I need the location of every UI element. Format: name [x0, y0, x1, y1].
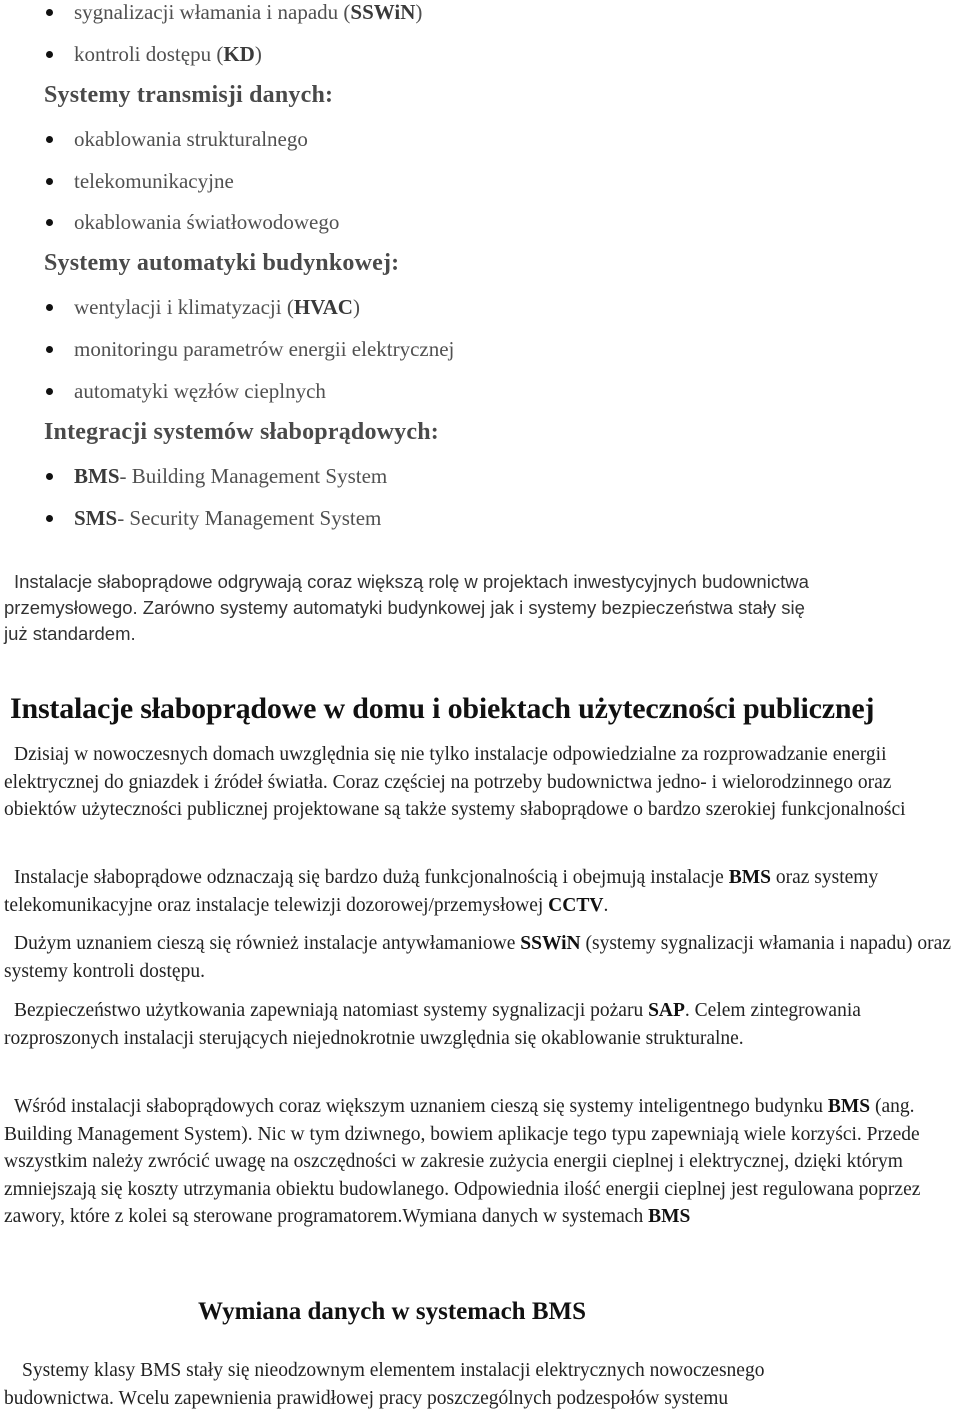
bullet-icon: [46, 304, 53, 311]
list-item: sygnalizacji włamania i napadu ( SSWiN ): [40, 0, 422, 27]
section-heading-integration: Integracji systemów słaboprądowych:: [44, 419, 439, 445]
list-item: kontroli dostępu ( KD ): [40, 39, 262, 69]
section-heading-automation: Systemy automatyki budynkowej:: [44, 250, 400, 276]
main-heading: Instalacje słaboprądowe w domu i obiektach użyteczności publicznej: [10, 692, 875, 725]
list-item: automatyki węzłów cieplnych: [40, 376, 326, 406]
list-item: BMS - Building Management System: [40, 461, 387, 491]
bullet-icon: [46, 219, 53, 226]
sub-heading: Wymiana danych w systemach BMS: [198, 1298, 586, 1325]
list-item: okablowania światłowodowego: [40, 207, 339, 237]
paragraph: Dużym uznaniem cieszą się również instalacje antywłamaniowe SSWiN (systemy sygnalizacji włamania i napadu) oraz systemy kontroli dostępu.: [4, 933, 951, 982]
list-item: SMS - Security Management System: [40, 503, 381, 533]
list-item: monitoringu parametrów energii elektrycznej: [40, 334, 454, 364]
paragraph: Systemy klasy BMS stały się nieodzownym elementem instalacji elektrycznych nowoczesnego budownictwa. Wcelu zapewnienia prawidłowej pracy poszczególnych podzespołów systemu: [4, 1360, 765, 1409]
intro-paragraph: Instalacje słaboprądowe odgrywają coraz większą rolę w projektach inwestycyjnych budownictwa przemysłowego. Zarówno systemy automatyki budynkowej jak i systemy bezpieczeństwa stały się już standardem.: [4, 571, 809, 644]
paragraph: Wśród instalacji słaboprądowych coraz większym uznaniem cieszą się systemy inteligentnego budynku BMS (ang. Building Management System). Nic w tym dziwnego, bowiem aplikacje tego typu zapewniają wiele korzyści. Przede wszystkim należy zwrócić uwagę na oszczędności w zakresie zużycia energii cieplnej i elektrycznej, dzięki którym zmniejszają się koszty utrzymania obiektu budowlanego. Odpowiednia ilość energii cieplnej jest regulowana poprzez zawory, które z kolei są sterowane programatorem.Wymiana danych w systemach BMS: [4, 1096, 921, 1227]
bullet-icon: [46, 9, 53, 16]
paragraph: Bezpieczeństwo użytkowania zapewniają natomiast systemy sygnalizacji pożaru SAP. Celem zintegrowania rozproszonych instalacji sterujących niejednokrotnie uwzględnia się okablowanie strukturalne.: [4, 1000, 861, 1049]
bullet-icon: [46, 136, 53, 143]
paragraph: Instalacje słaboprądowe odznaczają się bardzo dużą funkcjonalnością i obejmują instalacje BMS oraz systemy telekomunikacyjne oraz instalacje telewizji dozorowej/przemysłowej CCTV.: [4, 867, 879, 916]
bullet-icon: [46, 178, 53, 185]
list-item: wentylacji i klimatyzacji ( HVAC ): [40, 292, 360, 322]
list-item: telekomunikacyjne: [40, 166, 234, 196]
section-heading-transmission: Systemy transmisji danych:: [44, 82, 334, 108]
bullet-icon: [46, 473, 53, 480]
paragraph: Dzisiaj w nowoczesnych domach uwzględnia się nie tylko instalacje odpowiedzialne za rozprowadzanie energii elektrycznej do gniazdek i źródeł światła. Coraz częściej na potrzeby budownictwa jedno- i wielorodzinnego oraz obiektów użyteczności publicznej projektowane są także systemy słaboprądowe o bardzo szerokiej funkcjonalności: [4, 744, 906, 820]
bullet-icon: [46, 515, 53, 522]
bullet-icon: [46, 388, 53, 395]
list-item: okablowania strukturalnego: [40, 124, 308, 154]
bullet-icon: [46, 51, 53, 58]
bullet-icon: [46, 346, 53, 353]
